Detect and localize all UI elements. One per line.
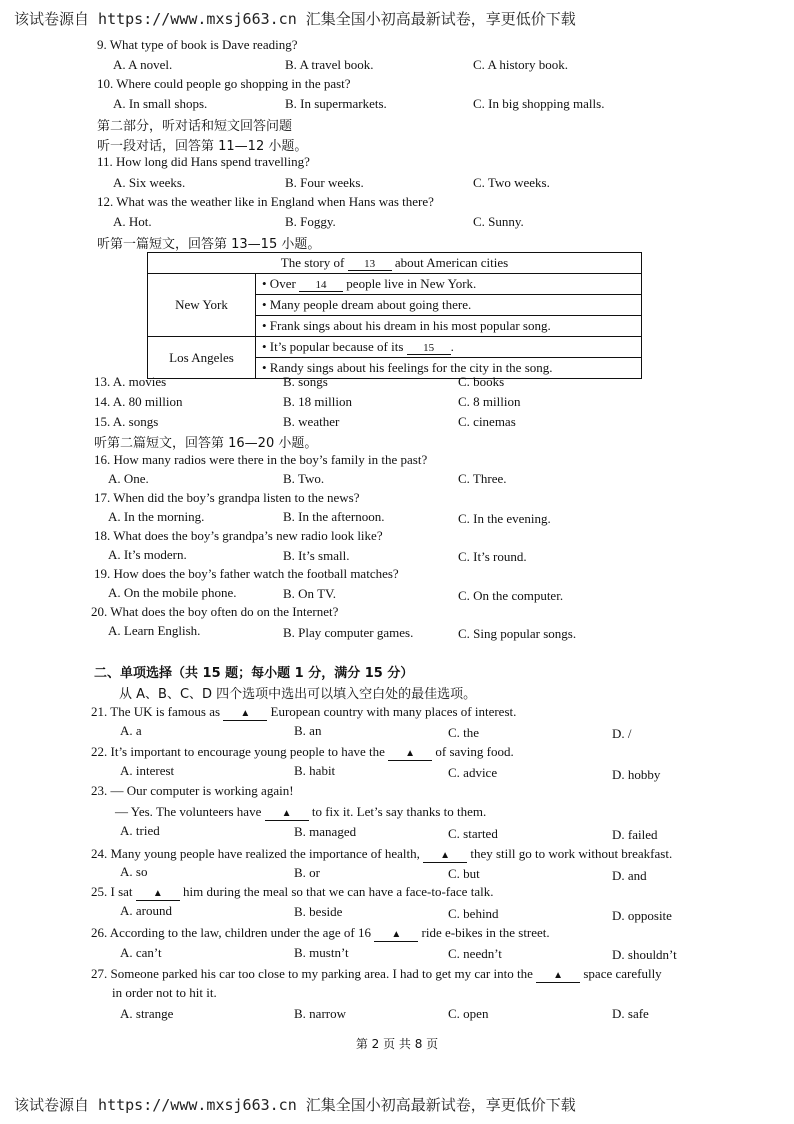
q11-question: 11. How long did Hans spend travelling?: [97, 154, 310, 169]
ny-fact-3: • Frank sings about his dream in his most popular song.: [256, 315, 641, 336]
q14-option-a: 14. A. 80 million: [94, 394, 183, 409]
triangle-marker-icon: ▲: [391, 929, 402, 940]
q17-option-a: A. In the morning.: [108, 509, 205, 524]
q10-option-a: A. In small shops.: [113, 96, 208, 111]
q26-option-b: B. mustn’t: [294, 945, 349, 960]
passage2-instr: 听第二篇短文，回答第 16—20 小题。: [94, 436, 318, 451]
q9-option-c: C. A history book.: [473, 57, 568, 72]
q18-option-c: C. It’s round.: [458, 549, 527, 564]
q10-question: 10. Where could people go shopping in the past?: [97, 76, 351, 91]
la-fact-1-pre: • It’s popular because of its: [262, 339, 404, 354]
section2-instructions: 从 A、B、C、D 四个选项中选出可以填入空白处的最佳选项。: [119, 687, 477, 702]
q24-stem-post: they still go to work without breakfast.: [470, 846, 673, 861]
q26-stem-post: ride e-bikes in the street.: [421, 925, 550, 940]
q12-option-a: A. Hot.: [113, 214, 152, 229]
story-table: [147, 252, 642, 379]
q24-option-c: C. but: [448, 866, 480, 881]
source-footer: [14, 1094, 576, 1115]
q22-stem: [91, 744, 514, 761]
q11-option-a: A. Six weeks.: [113, 175, 186, 190]
q24-option-b: B. or: [294, 865, 320, 880]
footer-url[interactable]: https://www.mxsj663.cn: [98, 1096, 297, 1114]
q24-stem-pre: 24. Many young people have realized the importance of health,: [91, 846, 420, 861]
q21-blank: [223, 707, 267, 721]
q18-option-b: B. It’s small.: [283, 548, 350, 563]
q22-option-b: B. habit: [294, 763, 336, 778]
ny-fact-1: [262, 274, 635, 294]
q21-stem: [91, 704, 516, 721]
passage1-instr: 听第一篇短文，回答第 13—15 小题。: [97, 237, 321, 252]
q25-stem-post: him during the meal so that we can have a face-to-face talk.: [183, 884, 494, 899]
q25-option-b: B. beside: [294, 904, 343, 919]
q23-line1: 23. — Our computer is working again!: [91, 783, 294, 798]
page-number: 第 2 页 共 8 页: [355, 1037, 439, 1051]
q20-option-a: A. Learn English.: [108, 623, 201, 638]
q9-question: 9. What type of book is Dave reading?: [97, 37, 298, 52]
ny-fact-2: • Many people dream about going there.: [256, 294, 641, 315]
q17-option-c: C. In the evening.: [458, 511, 551, 526]
q13-option-b: B. songs: [283, 374, 328, 389]
q27-stem-pre: 27. Someone parked his car too close to my parking area. I had to get my car into the: [91, 966, 533, 981]
q16-option-c: C. Three.: [458, 471, 507, 486]
q22-stem-pre: 22. It’s important to encourage young people to have the: [91, 744, 385, 759]
header-desc: 汇集全国小初高最新试卷，享更低价下载: [305, 10, 576, 28]
q15-option-a: 15. A. songs: [94, 414, 159, 429]
q20-option-b: B. Play computer games.: [283, 625, 414, 640]
q27-stem: [91, 966, 662, 983]
footer-label: 该试卷源自: [14, 1096, 90, 1114]
q26-option-d: D. shouldn’t: [612, 947, 677, 962]
q24-option-a: A. so: [120, 864, 148, 879]
triangle-marker-icon: ▲: [240, 708, 251, 719]
q15-option-c: C. cinemas: [458, 414, 516, 429]
header-label: 该试卷源自: [14, 10, 90, 28]
q12-question: 12. What was the weather like in England when Hans was there?: [97, 194, 434, 209]
q25-option-c: C. behind: [448, 906, 499, 921]
q22-stem-post: of saving food.: [435, 744, 514, 759]
blank-14: 14: [299, 279, 343, 292]
los-angeles-facts: [256, 337, 642, 379]
blank-13: 13: [348, 258, 392, 271]
q21-option-c: C. the: [448, 725, 480, 740]
q24-option-d: D. and: [612, 868, 647, 883]
q18-question: 18. What does the boy’s grandpa’s new radio look like?: [94, 528, 383, 543]
part2-dialog-instr: 听一段对话，回答第 11—12 小题。: [97, 139, 308, 154]
q27-option-b: B. narrow: [294, 1006, 346, 1021]
q20-option-c: C. Sing popular songs.: [458, 626, 577, 641]
q23-option-a: A. tried: [120, 823, 160, 838]
blank-15: 15: [407, 342, 451, 355]
q24-stem: [91, 846, 672, 863]
q26-option-a: A. can’t: [120, 945, 162, 960]
footer-desc: 汇集全国小初高最新试卷，享更低价下载: [305, 1096, 576, 1114]
q26-option-c: C. needn’t: [448, 946, 502, 961]
q19-question: 19. How does the boy’s father watch the football matches?: [94, 566, 399, 581]
q11-option-c: C. Two weeks.: [473, 175, 550, 190]
q12-option-b: B. Foggy.: [285, 214, 336, 229]
q25-option-d: D. opposite: [612, 908, 672, 923]
table-header-post: about American cities: [394, 255, 509, 270]
city-los-angeles: Los Angeles: [148, 337, 256, 379]
q27-option-c: C. open: [448, 1006, 489, 1021]
q12-option-c: C. Sunny.: [473, 214, 524, 229]
q25-stem: [91, 884, 493, 901]
q26-stem-pre: 26. According to the law, children under the age of 16: [91, 925, 372, 940]
q22-option-c: C. advice: [448, 765, 498, 780]
q21-option-d: D. /: [612, 726, 632, 741]
q26-stem: [91, 925, 550, 942]
q21-option-a: A. a: [120, 723, 142, 738]
la-fact-1-post: .: [450, 339, 454, 354]
q17-option-b: B. In the afternoon.: [283, 509, 385, 524]
q27-stem-post: space carefully: [583, 966, 662, 981]
ny-fact-1-pre: • Over: [262, 276, 296, 291]
q23-stem-pre: — Yes. The volunteers have: [115, 804, 262, 819]
q17-question: 17. When did the boy’s grandpa listen to the news?: [94, 490, 360, 505]
q23-blank: [265, 807, 309, 821]
q21-stem-pre: 21. The UK is famous as: [91, 704, 221, 719]
triangle-marker-icon: ▲: [440, 850, 451, 861]
table-header-pre: The story of: [280, 255, 345, 270]
q27-option-d: D. safe: [612, 1006, 649, 1021]
q25-blank: [136, 887, 180, 901]
q24-blank: [423, 849, 467, 863]
q19-option-b: B. On TV.: [283, 586, 336, 601]
q27-option-a: A. strange: [120, 1006, 174, 1021]
city-new-york: New York: [148, 274, 256, 337]
q20-question: 20. What does the boy often do on the Internet?: [91, 604, 339, 619]
header-url[interactable]: https://www.mxsj663.cn: [98, 10, 297, 28]
q10-option-b: B. In supermarkets.: [285, 96, 387, 111]
q22-option-a: A. interest: [120, 763, 175, 778]
q14-option-b: B. 18 million: [283, 394, 352, 409]
q27-line2: in order not to hit it.: [112, 985, 217, 1000]
q26-blank: [374, 928, 418, 942]
q18-option-a: A. It’s modern.: [108, 547, 187, 562]
q13-option-a: 13. A. movies: [94, 374, 167, 389]
q23-stem-post: to fix it. Let’s say thanks to them.: [311, 804, 487, 819]
q22-blank: [388, 747, 432, 761]
ny-fact-1-post: people live in New York.: [346, 276, 477, 291]
q19-option-a: A. On the mobile phone.: [108, 585, 237, 600]
q13-option-c: C. books: [458, 374, 505, 389]
q23-option-d: D. failed: [612, 827, 658, 842]
q23-option-c: C. started: [448, 826, 498, 841]
la-fact-2: • Randy sings about his feelings for the city in the song.: [256, 357, 641, 378]
q25-option-a: A. around: [120, 903, 172, 918]
triangle-marker-icon: ▲: [553, 970, 564, 981]
q15-option-b: B. weather: [283, 414, 340, 429]
q21-option-b: B. an: [294, 723, 322, 738]
part2-title: 第二部分，听对话和短文回答问题: [97, 119, 293, 134]
triangle-marker-icon: ▲: [152, 888, 163, 899]
q16-option-a: A. One.: [108, 471, 149, 486]
q21-stem-post: European country with many places of interest.: [270, 704, 517, 719]
new-york-facts: [256, 274, 642, 337]
q16-question: 16. How many radios were there in the boy’s family in the past?: [94, 452, 428, 467]
q22-option-d: D. hobby: [612, 767, 661, 782]
q9-option-b: B. A travel book.: [285, 57, 374, 72]
section2-title: 二、单项选择（共 15 题；每小题 1 分，满分 15 分）: [94, 666, 414, 681]
source-header: [14, 8, 576, 29]
q25-stem-pre: 25. I sat: [91, 884, 133, 899]
la-fact-1: [262, 337, 635, 357]
q23-stem: [115, 804, 486, 821]
q14-option-c: C. 8 million: [458, 394, 521, 409]
q11-option-b: B. Four weeks.: [285, 175, 364, 190]
q10-option-c: C. In big shopping malls.: [473, 96, 605, 111]
table-header: [148, 253, 642, 274]
q19-option-c: C. On the computer.: [458, 588, 564, 603]
q9-option-a: A. A novel.: [113, 57, 173, 72]
triangle-marker-icon: ▲: [281, 808, 292, 819]
triangle-marker-icon: ▲: [405, 748, 416, 759]
q16-option-b: B. Two.: [283, 471, 325, 486]
q23-option-b: B. managed: [294, 824, 357, 839]
q27-blank: [536, 969, 580, 983]
